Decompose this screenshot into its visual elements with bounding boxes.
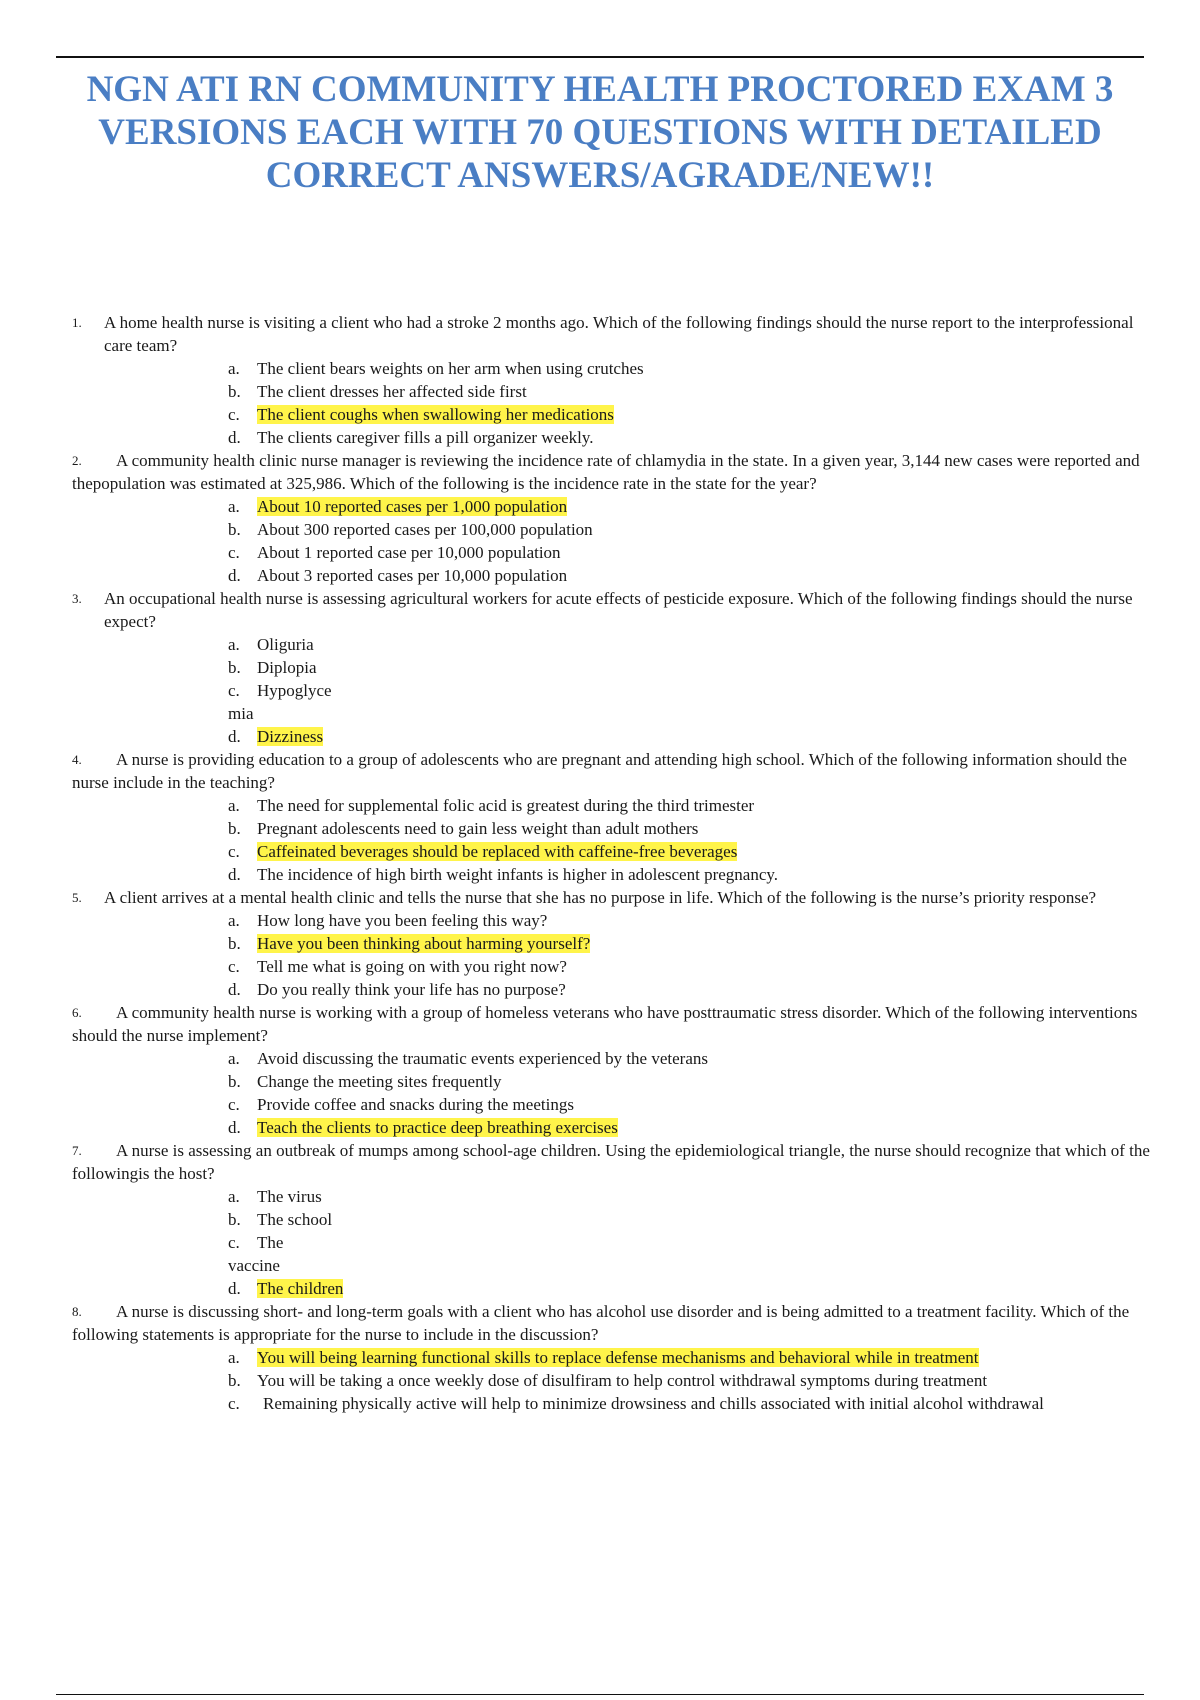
option-text: The client bears weights on her arm when using crutches xyxy=(257,359,644,378)
option-letter: d. xyxy=(228,727,241,746)
option xyxy=(60,357,1150,380)
question-number: 4. xyxy=(72,752,82,767)
option xyxy=(60,426,1150,449)
option-correct xyxy=(60,403,1150,426)
question-6 xyxy=(60,1001,1150,1139)
option-letter: c. xyxy=(228,681,240,700)
option-letter: a. xyxy=(228,635,240,654)
question-2 xyxy=(60,449,1150,587)
question-number: 6. xyxy=(72,1005,82,1020)
option-letter: b. xyxy=(228,819,241,838)
top-rule xyxy=(56,56,1144,58)
option-letter: d. xyxy=(228,566,241,585)
option-letter: a. xyxy=(228,1187,240,1206)
option-text: The virus xyxy=(257,1187,322,1206)
option-text: How long have you been feeling this way? xyxy=(257,911,548,930)
option xyxy=(60,909,1150,932)
option-letter: c. xyxy=(228,957,240,976)
option xyxy=(60,1369,1150,1392)
option xyxy=(60,978,1150,1001)
question-3 xyxy=(60,587,1150,748)
option xyxy=(60,633,1150,656)
option xyxy=(60,679,1150,702)
option-text: Pregnant adolescents need to gain less weight than adult mothers xyxy=(257,819,699,838)
question-7 xyxy=(60,1139,1150,1300)
option-letter: a. xyxy=(228,497,240,516)
option-text: You will be taking a once weekly dose of disulfiram to help control withdrawal symptoms during treatment xyxy=(257,1371,988,1390)
question-4 xyxy=(60,748,1150,886)
question-number: 8. xyxy=(72,1304,82,1319)
option-correct xyxy=(60,495,1150,518)
option xyxy=(60,817,1150,840)
option-letter: d. xyxy=(228,428,241,447)
question-5 xyxy=(60,886,1150,1001)
question-number: 3. xyxy=(72,591,82,606)
option-text-highlighted: About 10 reported cases per 1,000 population xyxy=(257,497,568,516)
question-stem: A nurse is providing education to a group of adolescents who are pregnant and attending high school. Which of the following information should the nurse include in the teaching? xyxy=(72,750,1127,792)
option-text: Tell me what is going on with you right now? xyxy=(257,957,567,976)
option-text: Change the meeting sites frequently xyxy=(257,1072,502,1091)
option-letter: c. xyxy=(228,543,240,562)
question-stem: A client arrives at a mental health clinic and tells the nurse that she has no purpose in life. Which of the following is the nurse’s priority response? xyxy=(104,888,1097,907)
option-letter: b. xyxy=(228,658,241,677)
option-text-highlighted: Teach the clients to practice deep breathing exercises xyxy=(257,1118,618,1137)
option-text-highlighted: You will being learning functional skills to replace defense mechanisms and behavioral while in treatment xyxy=(257,1348,979,1367)
option-correct xyxy=(60,1277,1150,1300)
question-stem: An occupational health nurse is assessing agricultural workers for acute effects of pesticide exposure. Which of the following findings should the nurse expect? xyxy=(104,589,1133,631)
option xyxy=(60,1392,1150,1415)
option xyxy=(60,955,1150,978)
option-text: The clients caregiver fills a pill organizer weekly. xyxy=(257,428,594,447)
option-text-continuation: mia xyxy=(228,704,254,723)
option-text: The incidence of high birth weight infants is higher in adolescent pregnancy. xyxy=(257,865,779,884)
option-letter: d. xyxy=(228,980,241,999)
option-text-highlighted: Caffeinated beverages should be replaced with caffeine-free beverages xyxy=(257,842,738,861)
question-number: 7. xyxy=(72,1143,82,1158)
question-stem: A community health nurse is working with a group of homeless veterans who have posttraumatic stress disorder. Which of the following interventions should the nurse implement? xyxy=(72,1003,1138,1045)
option-correct xyxy=(60,840,1150,863)
option-letter: a. xyxy=(228,359,240,378)
option xyxy=(60,380,1150,403)
option-correct xyxy=(60,1116,1150,1139)
option xyxy=(60,863,1150,886)
option xyxy=(60,656,1150,679)
option-letter: a. xyxy=(228,796,240,815)
option-text-highlighted: Have you been thinking about harming yourself? xyxy=(257,934,591,953)
option-letter: b. xyxy=(228,382,241,401)
option-letter: a. xyxy=(228,911,240,930)
option-letter: c. xyxy=(228,1095,240,1114)
option-text-continuation: vaccine xyxy=(228,1256,280,1275)
bottom-rule xyxy=(56,1694,1144,1695)
question-stem: A community health clinic nurse manager is reviewing the incidence rate of chlamydia in the state. In a given year, 3,144 new cases were reported and thepopulation was estimated at 325,986. Which of the following is the incidence rate in the state for the year? xyxy=(72,451,1140,493)
question-number: 1. xyxy=(72,315,82,330)
option-correct xyxy=(60,1346,1150,1369)
question-number: 5. xyxy=(72,890,82,905)
question-stem: A nurse is discussing short- and long-term goals with a client who has alcohol use disorder and is being admitted to a treatment facility. Which of the following statements is appropriate for the nurse to include in the discussion? xyxy=(72,1302,1130,1344)
question-list xyxy=(60,311,1150,1415)
option-letter: b. xyxy=(228,1371,241,1390)
option-letter: d. xyxy=(228,1118,241,1137)
option-text: Hypoglyce xyxy=(257,681,332,700)
question-number: 2. xyxy=(72,453,82,468)
option xyxy=(60,794,1150,817)
option-letter: b. xyxy=(228,934,241,953)
option-text-highlighted: Dizziness xyxy=(257,727,324,746)
option-text: Do you really think your life has no purpose? xyxy=(257,980,566,999)
option-text-highlighted: The children xyxy=(257,1279,344,1298)
option-text: The xyxy=(257,1233,284,1252)
option-text: Provide coffee and snacks during the meetings xyxy=(257,1095,574,1114)
option-letter: c. xyxy=(228,1394,240,1413)
option-letter: a. xyxy=(228,1348,240,1367)
option-letter: c. xyxy=(228,842,240,861)
option-text: The school xyxy=(257,1210,333,1229)
option xyxy=(60,1185,1150,1208)
option xyxy=(60,1231,1150,1254)
option-letter: a. xyxy=(228,1049,240,1068)
option-text: About 300 reported cases per 100,000 population xyxy=(257,520,593,539)
option-letter: c. xyxy=(228,405,240,424)
option-correct xyxy=(60,932,1150,955)
option xyxy=(60,518,1150,541)
option xyxy=(60,1093,1150,1116)
option-letter: b. xyxy=(228,1072,241,1091)
option-text: Oliguria xyxy=(257,635,314,654)
option-letter: c. xyxy=(228,1233,240,1252)
question-stem: A nurse is assessing an outbreak of mumps among school-age children. Using the epidemiological triangle, the nurse should recognize that which of the followingis the host? xyxy=(72,1141,1150,1183)
option xyxy=(60,1047,1150,1070)
option-text: Diplopia xyxy=(257,658,317,677)
option xyxy=(60,564,1150,587)
option xyxy=(60,1208,1150,1231)
option-text: The need for supplemental folic acid is greatest during the third trimester xyxy=(257,796,755,815)
option-letter: b. xyxy=(228,1210,241,1229)
question-8 xyxy=(60,1300,1150,1415)
option-text: The client dresses her affected side first xyxy=(257,382,527,401)
option-letter: d. xyxy=(228,865,241,884)
option xyxy=(60,1070,1150,1093)
option-text: Avoid discussing the traumatic events experienced by the veterans xyxy=(257,1049,708,1068)
document-title: NGN ATI RN COMMUNITY HEALTH PROCTORED EXAM 3 VERSIONS EACH WITH 70 QUESTIONS WITH DETAILED CORRECT ANSWERS/AGRADE/NEW!! xyxy=(86,69,1114,196)
option xyxy=(60,541,1150,564)
option-text: About 1 reported case per 10,000 population xyxy=(257,543,561,562)
option-letter: d. xyxy=(228,1279,241,1298)
option-letter: b. xyxy=(228,520,241,539)
option-text-highlighted: The client coughs when swallowing her medications xyxy=(257,405,614,424)
option-text: About 3 reported cases per 10,000 population xyxy=(257,566,568,585)
question-stem: A home health nurse is visiting a client who had a stroke 2 months ago. Which of the following findings should the nurse report to the interprofessional care team? xyxy=(104,313,1134,355)
option-correct xyxy=(60,725,1150,748)
option-text: Remaining physically active will help to minimize drowsiness and chills associated with initial alcohol withdrawal xyxy=(263,1394,1044,1413)
question-1 xyxy=(60,311,1150,449)
